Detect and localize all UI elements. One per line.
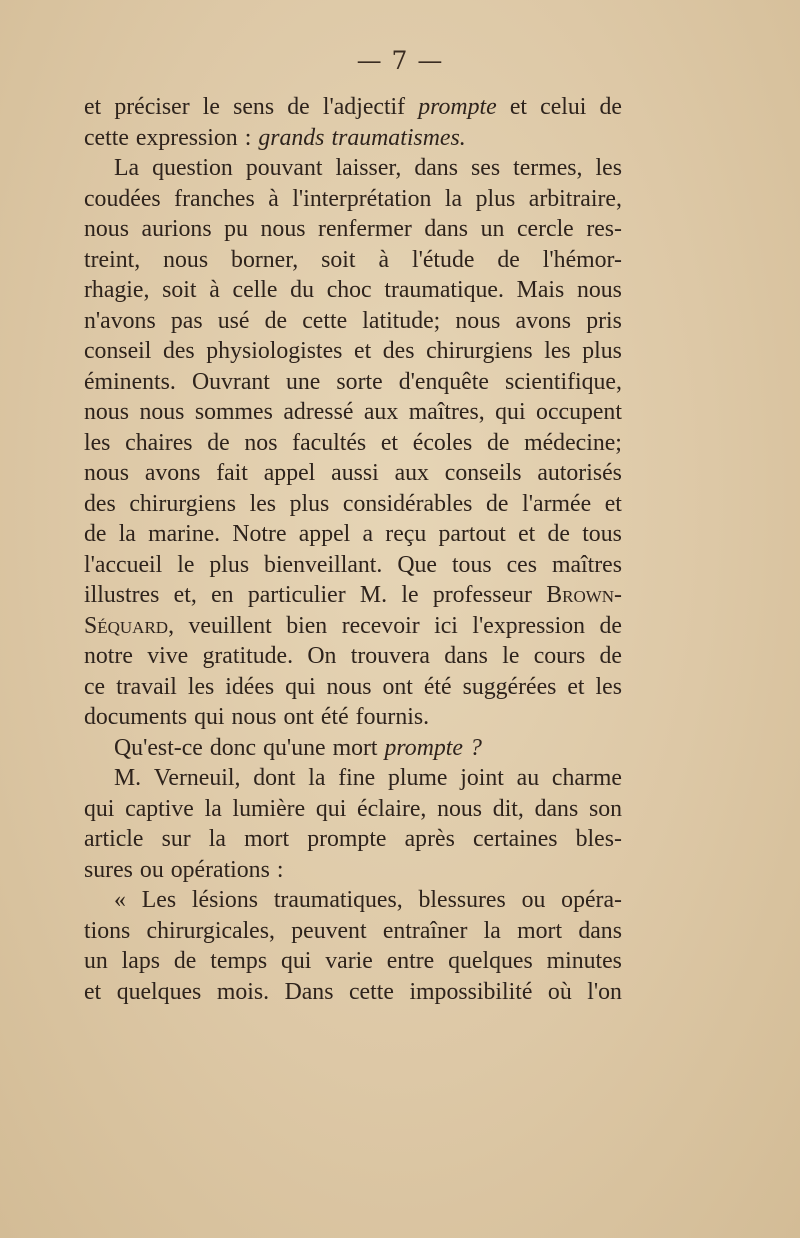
word: préciser	[114, 94, 190, 120]
word: sur	[161, 826, 191, 852]
word: d'enquête	[398, 368, 489, 395]
word: et	[518, 521, 536, 547]
word: de	[497, 246, 520, 273]
text-line	[84, 489, 622, 520]
word: La	[114, 155, 140, 181]
word: ses	[471, 155, 501, 181]
word: soit	[162, 277, 197, 303]
word: particulier	[247, 582, 346, 608]
word: expression	[135, 124, 238, 151]
word: latitude;	[362, 307, 441, 334]
word: de	[486, 490, 509, 517]
word: pu	[224, 216, 248, 242]
word: des	[382, 338, 415, 364]
word: Mais	[516, 277, 565, 303]
word: suggérées	[462, 673, 557, 700]
word: captive	[125, 795, 194, 822]
word: les	[544, 338, 571, 364]
word: à	[378, 246, 390, 273]
word: dont	[253, 765, 296, 791]
word: autorisés	[537, 460, 622, 486]
word: de	[599, 643, 622, 669]
word: nous	[139, 399, 185, 425]
word: de	[173, 948, 197, 974]
word: impossibilité	[409, 978, 533, 1005]
word: blessures	[418, 887, 506, 913]
word: M.	[359, 582, 388, 608]
text-line	[84, 702, 622, 733]
word: éclaire,	[357, 795, 427, 822]
word: où	[547, 978, 572, 1005]
word: les	[187, 673, 215, 700]
word: donc	[209, 734, 257, 761]
word: :	[276, 856, 284, 883]
word: occupent	[536, 399, 622, 425]
word: chirurgiens	[426, 338, 533, 364]
word: de	[264, 307, 288, 334]
word: qui	[84, 795, 115, 822]
word: vive	[147, 643, 189, 669]
text-line	[84, 641, 622, 672]
word: à	[209, 277, 220, 303]
word: de	[599, 612, 622, 639]
word: reçu	[385, 521, 427, 547]
word: cette	[349, 978, 394, 1005]
word: qui	[280, 948, 312, 974]
text-line	[84, 916, 622, 947]
page-number: — 7 —	[356, 46, 444, 75]
word: ont	[283, 704, 314, 730]
word: plus	[582, 338, 622, 364]
word: facultés	[292, 429, 367, 456]
word: veuillent	[188, 612, 272, 639]
word: nous	[576, 277, 622, 303]
word: bles-	[575, 826, 622, 852]
word: prompte	[307, 826, 387, 852]
word: les	[84, 429, 111, 456]
word: entre	[386, 948, 435, 974]
word: renfermer	[318, 216, 412, 242]
word: en	[211, 582, 234, 608]
word: de	[207, 429, 230, 456]
word: nous	[84, 399, 129, 425]
word: notre	[84, 643, 133, 669]
word: tions	[84, 917, 131, 944]
word: le	[502, 643, 520, 669]
word: Brown-	[546, 582, 622, 608]
word: nous	[455, 307, 501, 334]
word: franches	[174, 185, 255, 212]
word: entraîner	[382, 917, 468, 944]
word: borner,	[231, 246, 299, 273]
word: fait	[216, 460, 248, 486]
text-line	[84, 367, 622, 398]
word: nous	[231, 704, 277, 730]
word: la	[444, 185, 463, 212]
word: appel	[298, 521, 351, 547]
word: du	[290, 277, 314, 303]
word: l'expression	[472, 612, 586, 639]
word: nos	[244, 429, 278, 456]
word: et	[84, 978, 102, 1005]
word: sorte	[336, 368, 383, 395]
word: ces	[506, 551, 537, 578]
word: à	[268, 185, 279, 212]
word: l'étude	[411, 246, 475, 273]
text-line	[84, 245, 622, 276]
word: prompte	[418, 94, 497, 120]
text-line	[84, 580, 622, 611]
word: un	[480, 216, 505, 242]
word: nous	[84, 460, 129, 486]
word: le	[401, 582, 419, 608]
word: documents	[84, 704, 188, 730]
word: coudées	[84, 185, 161, 212]
word: sens	[233, 94, 275, 120]
word: mois.	[216, 978, 270, 1005]
word: quelques	[448, 948, 533, 974]
word: maîtres	[551, 551, 622, 578]
word: plus	[475, 185, 516, 212]
word: mort	[332, 734, 378, 761]
word: Verneuil,	[153, 765, 241, 791]
word: l'hémor-	[542, 246, 622, 273]
word: physiologistes	[206, 338, 343, 364]
word: pas	[170, 307, 203, 334]
word: varie	[325, 948, 373, 974]
body-text	[84, 92, 622, 1007]
word: son	[588, 795, 622, 822]
word: dans	[424, 216, 469, 242]
word: traumatiques,	[273, 887, 403, 913]
word: ou	[139, 856, 164, 883]
text-line	[84, 92, 622, 123]
word: Qu'est-ce	[114, 734, 203, 761]
word: la	[118, 521, 136, 547]
word: traumatique.	[384, 277, 504, 303]
word: cette	[302, 307, 348, 334]
word: conseils	[444, 460, 522, 486]
word: un	[84, 948, 108, 974]
word: :	[244, 124, 252, 151]
word: prompte	[384, 734, 463, 761]
word: l'adjectif	[322, 94, 406, 120]
word: question	[152, 155, 233, 181]
word: et,	[173, 582, 197, 608]
word: avons	[515, 307, 572, 334]
word: et	[567, 673, 585, 700]
word: avons	[144, 460, 201, 486]
text-line	[84, 733, 622, 764]
word: Notre	[232, 521, 287, 547]
word: choc	[326, 277, 372, 303]
word: l'armée	[522, 490, 592, 517]
text-line	[84, 763, 622, 794]
word: tous	[451, 551, 492, 578]
word: les	[595, 673, 622, 700]
word: qui	[315, 795, 347, 822]
word: les	[249, 490, 277, 517]
word: On	[307, 643, 337, 669]
word: de	[84, 521, 107, 547]
text-line	[84, 184, 622, 215]
word: au	[516, 765, 540, 791]
word: appel	[263, 460, 316, 486]
word: bien	[286, 612, 328, 639]
word: lésions	[191, 887, 258, 913]
word: trouvera	[350, 643, 430, 669]
word: plume	[388, 765, 448, 791]
word: l'on	[587, 978, 622, 1005]
word: des	[84, 490, 116, 517]
word: plus	[209, 551, 250, 578]
word: de	[287, 94, 310, 120]
word: maîtres,	[408, 399, 485, 425]
text-line	[84, 550, 622, 581]
word: celle	[232, 277, 278, 303]
word: mort	[517, 917, 563, 944]
text-line	[84, 428, 622, 459]
word: scientifique,	[504, 368, 622, 395]
word: cette	[84, 124, 129, 151]
word: aux	[394, 460, 429, 486]
word: l'interprétation	[292, 185, 432, 212]
word: rhagie,	[84, 277, 150, 303]
word: et	[604, 490, 622, 517]
word: aussi	[331, 460, 379, 486]
word: après	[404, 826, 455, 852]
word: opérations	[170, 856, 270, 883]
word: professeur	[432, 582, 532, 608]
word: sures	[84, 856, 133, 883]
text-line	[84, 824, 622, 855]
word: celui	[540, 94, 587, 120]
word: et	[84, 94, 102, 120]
word: de	[599, 94, 622, 120]
word: la	[208, 826, 226, 852]
word: fine	[338, 765, 376, 791]
text-line	[84, 397, 622, 428]
word: mort	[244, 826, 290, 852]
word: gratitude.	[202, 643, 294, 669]
text-line	[84, 855, 622, 886]
text-line	[84, 458, 622, 489]
text-line	[84, 977, 622, 1008]
word: et	[380, 429, 399, 456]
word: cercle	[516, 216, 574, 242]
word: été	[320, 704, 349, 730]
word: et	[354, 338, 372, 364]
word: peuvent	[291, 917, 367, 944]
word: «	[114, 887, 126, 913]
word: le	[202, 94, 220, 120]
word: la	[483, 917, 501, 944]
word: sommes	[194, 399, 273, 425]
word: laisser,	[335, 155, 402, 181]
word: pris	[586, 307, 622, 334]
word: opéra-	[561, 887, 622, 913]
word: fournis.	[355, 704, 430, 730]
word: Dans	[284, 978, 334, 1005]
word: qui	[495, 399, 526, 425]
word: n'avons	[84, 307, 156, 334]
word: aux	[363, 399, 399, 425]
word: minutes	[546, 948, 622, 974]
word: médecine;	[524, 429, 622, 456]
word: Séquard,	[84, 612, 175, 639]
word: certaines	[472, 826, 558, 852]
word: écoles	[412, 429, 473, 456]
text-line	[84, 306, 622, 337]
word: M.	[114, 765, 142, 791]
word: travail	[116, 673, 177, 700]
word: traumatismes.	[331, 124, 466, 151]
text-line	[84, 885, 622, 916]
text-line	[84, 611, 622, 642]
word: treint,	[84, 246, 141, 273]
word: adressé	[283, 399, 354, 425]
text-line	[84, 946, 622, 977]
word: la	[308, 765, 326, 791]
word: grands	[258, 124, 325, 151]
word: les	[595, 155, 622, 181]
word: dans	[414, 155, 458, 181]
word: conseil	[84, 338, 152, 364]
word: bienveillant.	[264, 551, 383, 578]
word: qu'une	[263, 734, 326, 761]
word: article	[84, 826, 144, 852]
word: et	[509, 94, 527, 120]
word: ont	[382, 673, 413, 700]
text-line	[84, 153, 622, 184]
word: Ouvrant	[191, 368, 270, 395]
word: tous	[582, 521, 622, 547]
word: ?	[469, 734, 482, 761]
word: Que	[397, 551, 437, 578]
word: de	[547, 521, 570, 547]
word: Les	[141, 887, 177, 913]
word: usé	[217, 307, 250, 334]
word: a	[362, 521, 374, 547]
word: dans	[444, 643, 488, 669]
text-line	[84, 519, 622, 550]
word: illustres	[84, 582, 160, 608]
text-line	[84, 794, 622, 825]
text-line	[84, 672, 622, 703]
text-line	[84, 123, 622, 154]
word: la	[204, 795, 222, 822]
word: recevoir	[341, 612, 420, 639]
word: nous	[84, 216, 129, 242]
word: plus	[289, 490, 330, 517]
text-line	[84, 214, 622, 245]
word: une	[285, 368, 321, 395]
word: joint	[460, 765, 504, 791]
word: cours	[533, 643, 586, 669]
word: ici	[434, 612, 458, 639]
word: nous	[260, 216, 306, 242]
word: arbitraire,	[528, 185, 622, 212]
word: aurions	[141, 216, 212, 242]
word: quelques	[116, 978, 202, 1005]
word: l'accueil	[84, 551, 163, 578]
word: dans	[578, 917, 622, 944]
word: partout	[438, 521, 506, 547]
word: pouvant	[245, 155, 323, 181]
text-line	[84, 336, 622, 367]
text-line	[84, 275, 622, 306]
word: chaires	[125, 429, 193, 456]
word: qui	[285, 673, 316, 700]
word: qui	[194, 704, 225, 730]
word: charme	[551, 765, 622, 791]
word: considérables	[342, 490, 473, 517]
word: dit,	[492, 795, 524, 822]
word: des	[162, 338, 195, 364]
word: chirurgiens	[129, 490, 236, 517]
word: lumière	[232, 795, 306, 822]
word: ou	[521, 887, 546, 913]
word: nous	[326, 673, 372, 700]
word: éminents.	[84, 368, 176, 395]
word: nous	[437, 795, 483, 822]
word: été	[423, 673, 452, 700]
word: chirurgicales,	[146, 917, 275, 944]
word: res-	[586, 216, 622, 242]
word: temps	[210, 948, 268, 974]
word: termes,	[513, 155, 583, 181]
word: idées	[225, 673, 275, 700]
word: soit	[321, 246, 356, 273]
word: dans	[534, 795, 579, 822]
word: ce	[84, 673, 106, 700]
word: nous	[163, 246, 209, 273]
word: marine.	[148, 521, 221, 547]
word: le	[177, 551, 195, 578]
word: de	[486, 429, 510, 456]
word: laps	[121, 948, 161, 974]
